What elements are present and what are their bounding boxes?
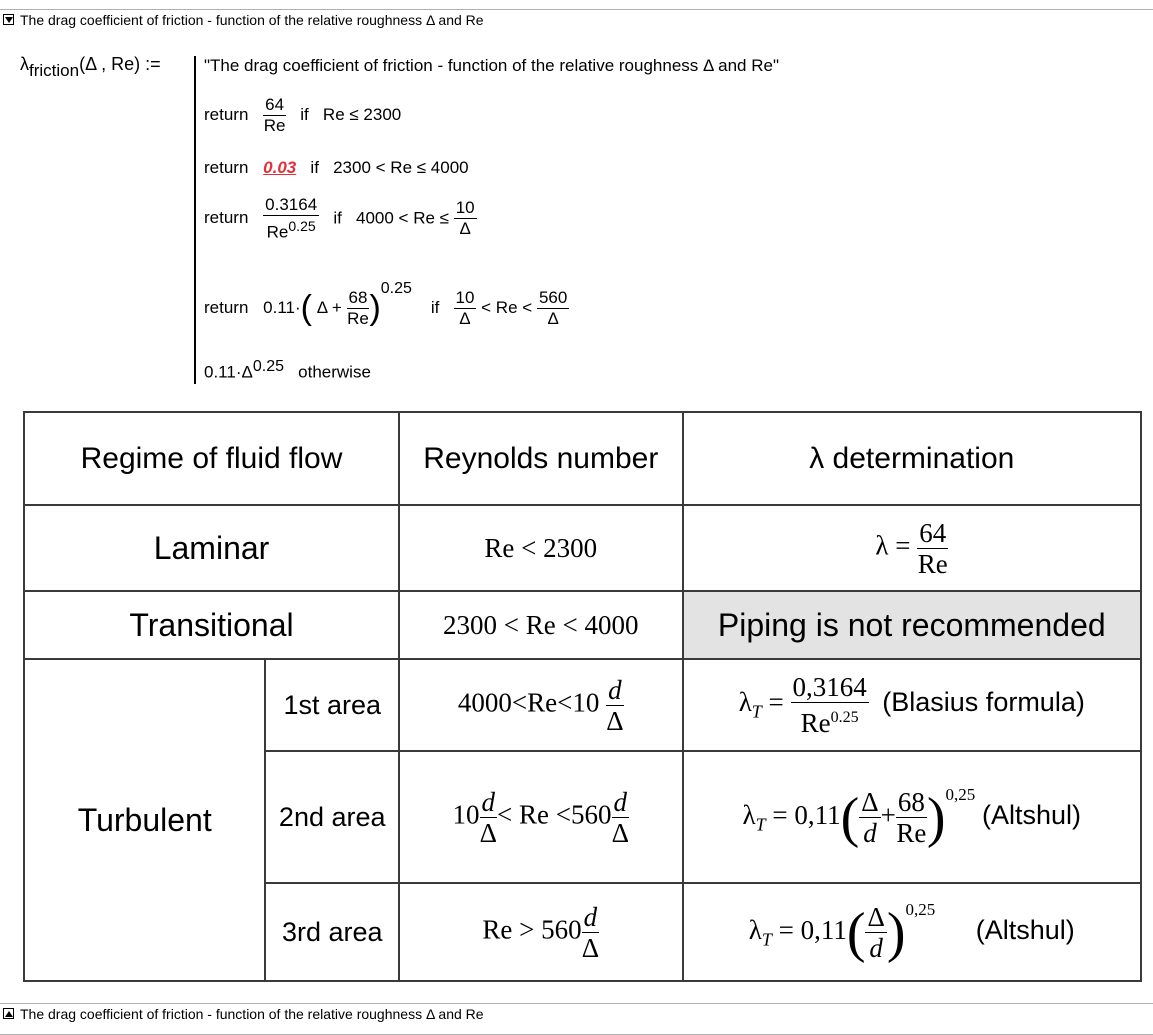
function-name[interactable]: $\lambda_{friction}(\Delta$ , Re) :=: [20, 54, 161, 80]
header-regime: Regime of fluid flow: [24, 412, 399, 505]
triangle-up-icon: [5, 1010, 13, 1018]
reynolds-area-3: Re > 560 $\frac{d}{\Delta}$: [399, 883, 683, 981]
highlighted-value[interactable]: 0.03: [263, 158, 297, 177]
program-bar: [194, 56, 196, 384]
regime-laminar: Laminar: [24, 505, 399, 591]
expand-region-button[interactable]: [3, 1008, 14, 1019]
reynolds-area-1: 4000<Re<10 $\frac{d}{\Delta}$: [399, 659, 683, 751]
region-title-bottom: The drag coefficient of friction - function of the relative roughness Δ and Re: [20, 1006, 484, 1022]
program-line-3[interactable]: return $\frac{0.3164}{Re^{0.25}}$ if 4000 < Re ≤ $\frac{10}{\Delta}$: [204, 195, 475, 242]
area-3: 3rd area: [265, 883, 399, 981]
flow-regime-table: [23, 411, 1142, 982]
area-1: 1st area: [265, 659, 399, 751]
reynolds-area-2: 10 $\frac{d}{\Delta}$ < Re <560 $\frac{d}{\Delta}$: [399, 751, 683, 883]
triangle-down-icon: [5, 16, 13, 24]
region-header-top: [0, 9, 1153, 32]
region-title: The drag coefficient of friction - function of the relative roughness Δ and Re: [20, 12, 484, 28]
lambda-area-2: $\lambda_T = 0,11$( $\frac{\Delta}{d}$ + $\frac{68}{Re}$ )$^{0,25}$ (Altshul): [683, 751, 1141, 883]
program-line-5[interactable]: $0.11\cdot\Delta^{0.25}$ otherwise: [204, 358, 371, 382]
reynolds-laminar: Re < 2300: [399, 505, 683, 591]
program-line-2[interactable]: return 0.03 if 2300 < Re ≤ 4000: [204, 158, 469, 177]
lambda-area-1: $\lambda_T$ = $\frac{0,3164}{Re^{0.25}}$ (Blasius formula): [683, 659, 1141, 751]
lambda-transitional: Piping is not recommended: [683, 591, 1141, 659]
region-footer: [0, 1003, 1153, 1035]
lambda-area-3: $\lambda_T = 0,11$( $\frac{\Delta}{d}$ )$^{0,25}$ (Altshul): [683, 883, 1141, 981]
fraction: $\frac{64}{Re}$: [263, 95, 286, 135]
program-line-1[interactable]: return $\frac{64}{Re}$ if Re ≤ 2300: [204, 95, 402, 135]
header-reynolds: Reynolds number: [399, 412, 683, 505]
area-2: 2nd area: [265, 751, 399, 883]
program-line-4[interactable]: return 0.11·( Δ + $\frac{68}{Re}$ )$^{0.25}$ if $\frac{10}{\Delta}$ < Re < $\frac{560}{\Delta}$: [204, 280, 568, 329]
regime-turbulent: Turbulent: [24, 659, 265, 981]
lambda-laminar: λ = $\frac{64}{Re}$: [683, 505, 1141, 591]
header-lambda: λ determination: [683, 412, 1141, 505]
collapse-region-button[interactable]: [3, 14, 14, 25]
regime-transitional: Transitional: [24, 591, 399, 659]
program-comment[interactable]: "The drag coefficient of friction - function of the relative roughness Δ and Re": [204, 56, 779, 75]
reynolds-transitional: 2300 < Re < 4000: [399, 591, 683, 659]
